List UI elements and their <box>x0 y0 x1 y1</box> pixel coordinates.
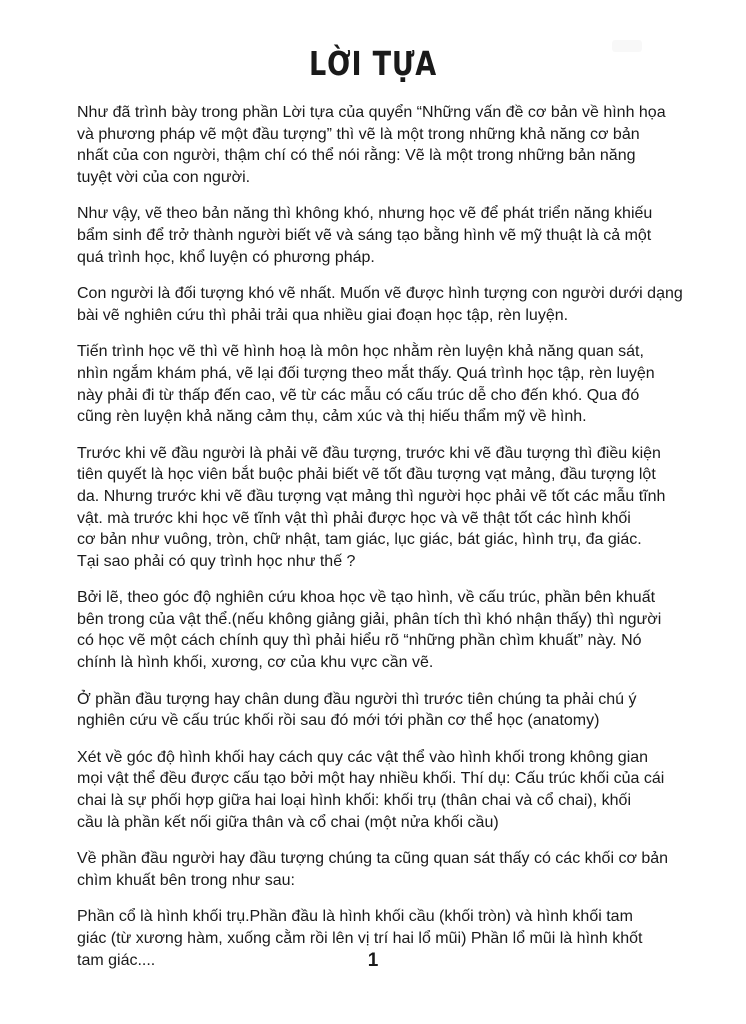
paragraph-line: giác (từ xương hàm, xuống cằm rồi lên vị trí hai lổ mũi) Phần lổ mũi là hình khốt <box>77 930 643 947</box>
paragraph-line: tuyệt vời của con người. <box>77 168 251 186</box>
paragraph-line: Như vậy, vẽ theo bản năng thì không khó, nhưng học vẽ để phát triển năng khiếu <box>77 205 653 223</box>
paragraph-line: Bởi lẽ, theo góc độ nghiên cứu khoa học về tạo hình, về cấu trúc, phần bên khuất <box>77 589 656 607</box>
paragraph-line: Về phần đầu người hay đầu tượng chúng ta cũng quan sát thấy có các khối cơ bản <box>77 850 669 868</box>
paragraph <box>77 283 697 326</box>
paragraph-line: chính là hình khối, xương, cơ của khu vực cần vẽ. <box>77 654 434 672</box>
page-number: 1 <box>367 950 379 971</box>
paragraph-line: bài vẽ nghiên cứu thì phải trải qua nhiều giai đoạn học tập, rèn luyện. <box>77 306 569 324</box>
paragraph <box>77 203 697 268</box>
paragraph-line: này phải đi từ thấp đến cao, vẽ từ các mẫu có cấu trúc dễ cho đến khó. Qua đó <box>77 386 640 404</box>
paragraph-line: vật. mà trước khi học vẽ tĩnh vật thì phải được học và vẽ thật tốt các hình khối <box>77 509 631 527</box>
page-title: LỜI TỰA <box>308 44 438 83</box>
paragraph-line: cũng rèn luyện khả năng cảm thụ, cảm xúc và thị hiếu thẩm mỹ về hình. <box>77 408 587 426</box>
paragraph-line: có học vẽ một cách chính quy thì phải hiểu rõ “những phần chìm khuất” này. Nó <box>77 632 642 650</box>
paragraph-line: Ở phần đầu tượng hay chân dung đầu người thì trước tiên chúng ta phải chú ý <box>77 690 637 708</box>
paragraph-line: da. Nhưng trước khi vẽ đầu tượng vạt mảng thì người học phải vẽ tốt các mẫu tĩnh <box>77 487 666 505</box>
paragraph-line: Phần cổ là hình khối trụ.Phần đầu là hình khối cầu (khối tròn) và hình khối tam <box>77 908 633 926</box>
paragraph-line: cơ bản như vuông, tròn, chữ nhật, tam giác, lục giác, bát giác, hình trụ, đa giác. <box>77 531 642 549</box>
paragraph-line: và phương pháp vẽ một đầu tượng” thì vẽ là một trong những khả năng cơ bản <box>77 125 640 143</box>
paragraph-line: Xét về góc độ hình khối hay cách quy các vật thể vào hình khối trong không gian <box>77 748 649 766</box>
paragraph-line: nghiên cứu về cấu trúc khối rồi sau đó mới tới phần cơ thể học (anatomy) <box>77 712 600 730</box>
paragraph <box>77 848 697 891</box>
paragraph <box>77 443 697 573</box>
paragraph-line: chai là sự phối hợp giữa hai loại hình khối: khối trụ (thân chai và cổ chai), khối <box>77 792 631 810</box>
paragraph-line: tiên quyết là học viên bắt buộc phải biết vẽ tốt đầu tượng vạt mảng, đầu tượng lột <box>77 466 656 484</box>
paragraph <box>77 341 697 427</box>
paragraph-line: Tại sao phải có quy trình học như thế ? <box>77 552 356 570</box>
paragraph-line: Con người là đối tượng khó vẽ nhất. Muốn vẽ được hình tượng con người dưới dạng <box>77 285 683 303</box>
paragraph-line: quá trình học, khổ luyện có phương pháp. <box>77 248 375 266</box>
paragraph-line: Tiến trình học vẽ thì vẽ hình hoạ là môn học nhằm rèn luyện khả năng quan sát, <box>77 343 644 361</box>
paragraph <box>77 689 697 732</box>
paragraph-line: Như đã trình bày trong phần Lời tựa của quyển “Những vấn đề cơ bản về hình họa <box>77 104 666 121</box>
paragraph-line: tam giác.... <box>77 951 156 969</box>
body-text <box>77 102 697 986</box>
paragraph-line: Trước khi vẽ đầu người là phải vẽ đầu tượng, trước khi vẽ đầu tượng thì điều kiện <box>77 444 661 462</box>
paragraph <box>77 587 697 673</box>
paragraph-line: cầu là phần kết nối giữa thân và cổ chai (một nửa khối cầu) <box>77 813 499 831</box>
paragraph <box>77 102 697 188</box>
paragraph-line: nhìn ngắm khám phá, vẽ lại đối tượng theo mắt thấy. Quá trình học tập, rèn luyện <box>77 364 655 382</box>
paragraph-line: bên trong của vật thể.(nếu không giảng giải, phân tích thì khó nhận thấy) thì người <box>77 610 662 628</box>
paragraph-line: nhất của con người, thậm chí có thể nói rằng: Vẽ là một trong những bản năng <box>77 147 636 165</box>
paragraph-line: mọi vật thể đều được cấu tạo bởi một hay nhiều khối. Thí dụ: Cấu trúc khối của cái <box>77 770 665 788</box>
paragraph-line: chìm khuất bên trong như sau: <box>77 871 295 889</box>
paragraph-line: bẩm sinh để trở thành người biết vẽ và sáng tạo bằng hình vẽ mỹ thuật là cả một <box>77 226 652 244</box>
paragraph <box>77 747 697 833</box>
